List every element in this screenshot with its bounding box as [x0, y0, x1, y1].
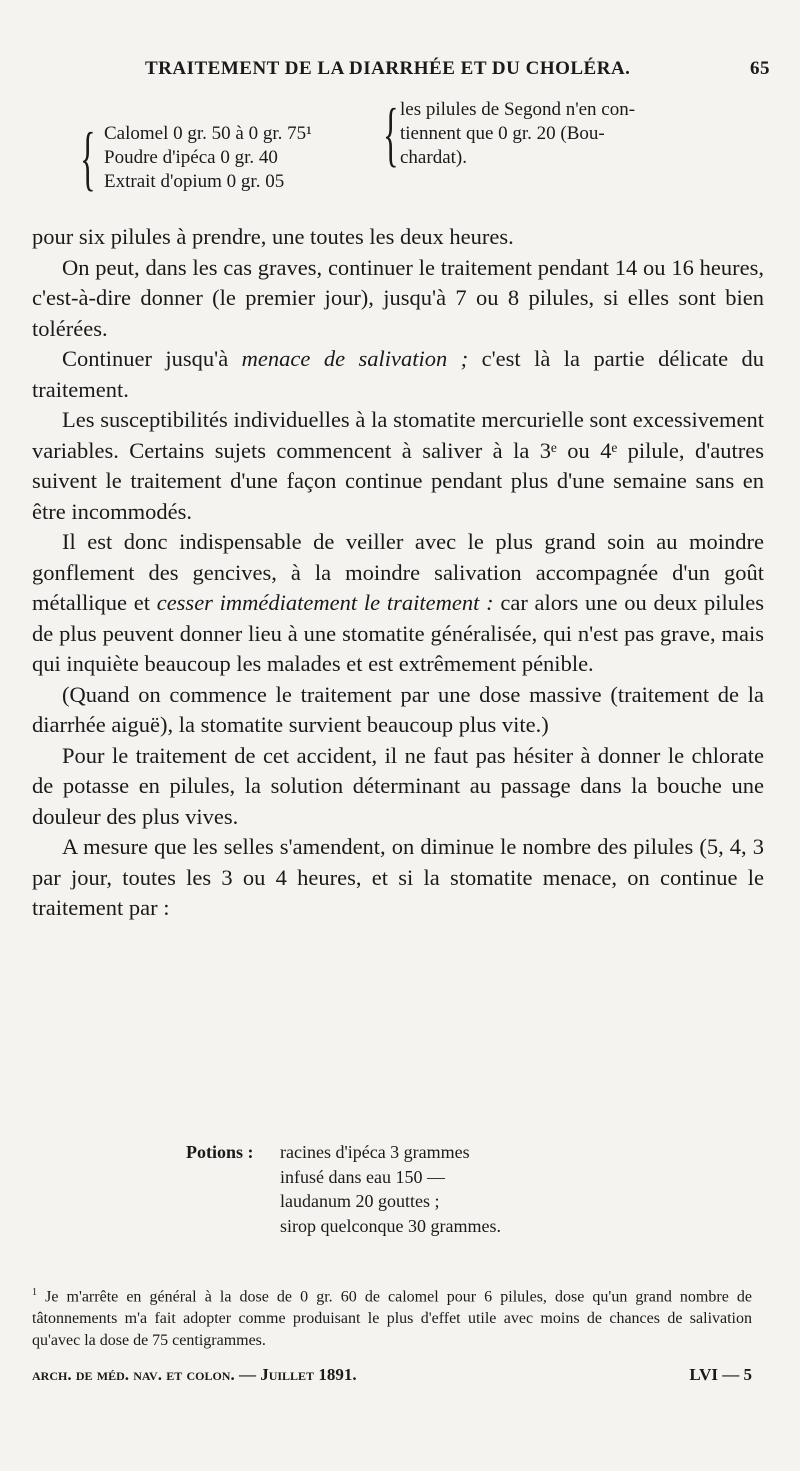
emphasis-text: cesser immédiatement le traitement :: [156, 590, 494, 615]
potion-lines: [280, 1140, 501, 1238]
paragraph-text: Il est donc indispensable de veiller avec le plus grand soin au moindre gonflement des gencives, à la moindre salivation accompagnée d'un goût métallique et: [32, 529, 764, 615]
potion-line: sirop quelconque 30 grammes.: [280, 1215, 501, 1236]
emphasis-text: menace de salivation ;: [241, 346, 469, 371]
journal-citation: arch. de méd. nav. et colon. — Juillet 1891.: [32, 1365, 357, 1384]
paragraph: Les susceptibilités individuelles à la stomatite mercurielle sont excessivement variables. Certains sujets commencent à saliver à la 3ᵉ ou 4ᵉ pilule, d'autres suivent le traitement d'une façon continue pendant plus d'une semaine sans en être incommodés.: [32, 407, 764, 524]
right-brace-icon: {: [383, 94, 399, 174]
formula-note: [400, 98, 635, 170]
potion-label: Potions :: [186, 1142, 254, 1162]
potion-line: racines d'ipéca 3 grammes: [280, 1142, 470, 1162]
paragraph: Pour le traitement de cet accident, il ne faut pas hésiter à donner le chlorate de potasse en pilules, la solution déterminant au passage dans la bouche une douleur des plus vives.: [32, 742, 764, 829]
page-number: 65: [750, 58, 770, 79]
ingredient-line: Extrait d'opium 0 gr. 05: [104, 171, 285, 192]
paragraph-text: Continuer jusqu'à: [62, 346, 242, 371]
paragraph: [32, 344, 764, 405]
paragraph: pour six pilules à prendre, une toutes les deux heures.: [32, 224, 514, 249]
paragraph-text: c'est là la partie délicate du traitement.: [32, 346, 764, 402]
running-title: TRAITEMENT DE LA DIARRHÉE ET DU CHOLÉRA.: [145, 58, 631, 79]
ingredient-line: Calomel 0 gr. 50 à 0 gr. 75¹: [104, 123, 312, 144]
paragraph-text: car alors une ou deux pilules de plus peuvent donner lieu à une stomatite généralisée, qui n'est pas grave, mais qui inquiète beaucoup les malades et est extrêmement pénible.: [32, 590, 764, 676]
ingredient-line: Poudre d'ipéca 0 gr. 40: [104, 147, 278, 168]
note-line: les pilules de Segond n'en con-: [400, 99, 636, 120]
footnote-text: Je m'arrête en général à la dose de 0 gr. 60 de calomel pour 6 pilules, dose qu'un grand nombre de tâtonnements m'a fait adopter comme produisant le plus d'effet utile avec moins de chances de salivation qu'avec la dose de 75 centigrammes.: [32, 1288, 752, 1350]
note-line: chardat).: [400, 147, 467, 168]
paragraph: (Quand on commence le traitement par une dose massive (traitement de la diarrhée aiguë), la stomatite survient beaucoup plus vite.): [32, 681, 764, 737]
volume-signature: LVI — 5: [689, 1365, 752, 1384]
potion-line: infusé dans eau 150 —: [280, 1166, 445, 1187]
paragraph: A mesure que les selles s'amendent, on diminue le nombre des pilules (5, 4, 3 par jour, toutes les 3 ou 4 heures, et si la stomatite menace, on continue le traitement par :: [32, 834, 764, 920]
paragraph: On peut, dans les cas graves, continuer le traitement pendant 14 ou 16 heures, c'est-à-dire donner (le premier jour), jusqu'à 7 ou 8 pilules, si elles sont bien tolérées.: [32, 254, 764, 341]
potion-line: laudanum 20 gouttes ;: [280, 1191, 440, 1211]
main-text: [32, 222, 764, 924]
ingredient-list: [104, 122, 312, 194]
left-brace-icon: {: [80, 118, 96, 198]
paragraph: [32, 527, 764, 680]
footnote-marker: 1: [32, 1287, 37, 1298]
note-line: tiennent que 0 gr. 20 (Bou-: [400, 123, 605, 144]
footnote: [32, 1282, 752, 1352]
